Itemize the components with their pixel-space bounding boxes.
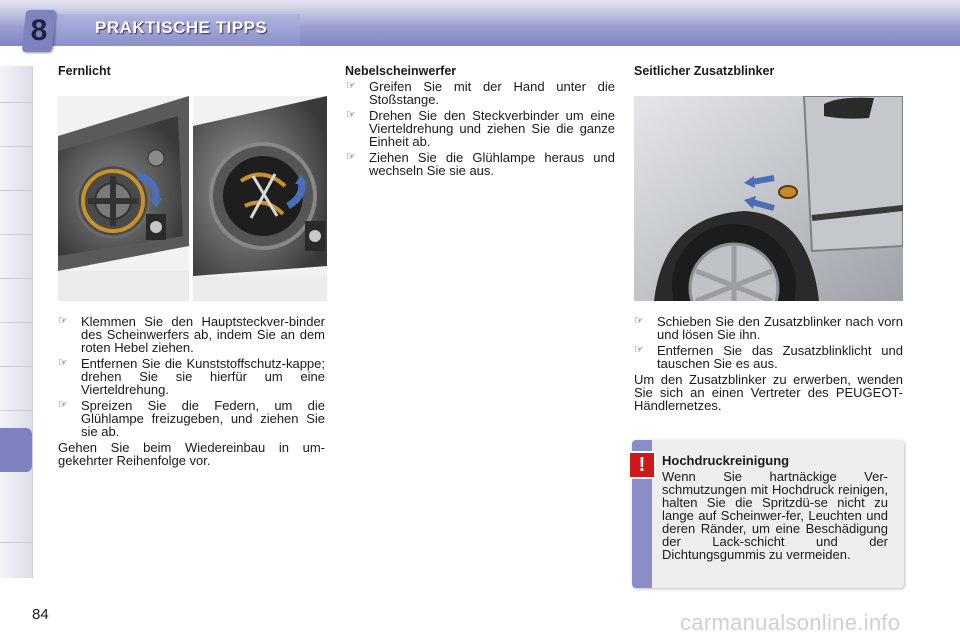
warning-title: Hochdruckreinigung xyxy=(662,453,790,468)
warning-text: Wenn Sie hartnäckige Ver-schmutzungen mit Hochdruck reinigen, halten Sie die Spritzdü-se nicht zu lange auf Scheinwer-fer, Leuchten und deren Ränder, um eine Beschädigung der Lack-schicht und der Dichtungsgummis zu vermeiden. xyxy=(662,469,888,562)
tab-divider xyxy=(0,234,32,235)
tab-divider xyxy=(0,190,32,191)
nebel-step-3: ☞ Ziehen Sie die Glühlampe heraus und wechseln Sie sie aus. xyxy=(346,150,615,178)
fernlicht-step-3: ☞ Spreizen Sie die Federn, um die Glühlampe freizugeben, und ziehen Sie sie ab. xyxy=(58,398,325,439)
hand-pointer-icon: ☞ xyxy=(58,399,68,411)
tab-divider xyxy=(0,542,32,543)
fernlicht-step-1: ☞ Klemmen Sie den Hauptsteckver-binder des Scheinwerfers ab, indem Sie an dem roten Hebel ziehen. xyxy=(58,314,325,355)
fernlicht-step-2: ☞ Entfernen Sie die Kunststoffschutz-kappe; drehen Sie sie hierfür um eine Vierteldrehung. xyxy=(58,356,325,397)
zusatzblinker-step-1: ☞ Schieben Sie den Zusatzblinker nach vorn und lösen Sie ihn. xyxy=(634,314,903,342)
hand-pointer-icon: ☞ xyxy=(346,109,356,121)
tab-divider xyxy=(0,366,32,367)
chapter-number: 8 xyxy=(30,14,48,47)
zusatzblinker-step-2: ☞ Entfernen Sie das Zusatzblinklicht und tauschen Sie es aus. xyxy=(634,343,903,371)
nebel-step-1: ☞ Greifen Sie mit der Hand unter die Stoßstange. xyxy=(346,79,615,107)
page-title: PRAKTISCHE TIPPS xyxy=(95,18,268,37)
hand-pointer-icon: ☞ xyxy=(346,151,356,163)
page-number: 84 xyxy=(32,606,49,623)
chapter-tab-active[interactable] xyxy=(0,428,32,472)
hand-pointer-icon: ☞ xyxy=(346,80,356,92)
tab-divider xyxy=(0,410,32,411)
tab-divider xyxy=(0,146,32,147)
hand-pointer-icon: ☞ xyxy=(58,357,68,369)
hand-pointer-icon: ☞ xyxy=(634,344,644,356)
watermark: carmanualsonline.info xyxy=(680,610,901,635)
tab-divider xyxy=(0,102,32,103)
zusatzblinker-title: Seitlicher Zusatzblinker xyxy=(634,64,775,78)
fernlicht-note: Gehen Sie beim Wiedereinbau in um-gekehrter Reihenfolge vor. xyxy=(58,440,325,468)
nebel-step-2: ☞ Drehen Sie den Steckverbinder um eine Vierteldrehung und ziehen Sie die ganze Einheit ab. xyxy=(346,108,615,149)
exclamation-icon: ! xyxy=(628,451,656,479)
fernlicht-title: Fernlicht xyxy=(58,64,111,78)
tab-divider xyxy=(0,322,32,323)
nebelscheinwerfer-title: Nebelscheinwerfer xyxy=(345,64,457,78)
zusatzblinker-note: Um den Zusatzblinker zu erwerben, wenden Sie sich an einen Vertreter des PEUGEOT-Händlernetzes. xyxy=(634,372,903,413)
hand-pointer-icon: ☞ xyxy=(634,315,644,327)
headlamp-photo-2 xyxy=(193,96,327,301)
chapter-tab-rail xyxy=(0,66,33,578)
side-indicator-photo xyxy=(634,96,903,301)
chapter-number-badge xyxy=(22,10,56,52)
tab-divider xyxy=(0,278,32,279)
hand-pointer-icon: ☞ xyxy=(58,315,68,327)
headlamp-photo-1 xyxy=(58,96,189,301)
